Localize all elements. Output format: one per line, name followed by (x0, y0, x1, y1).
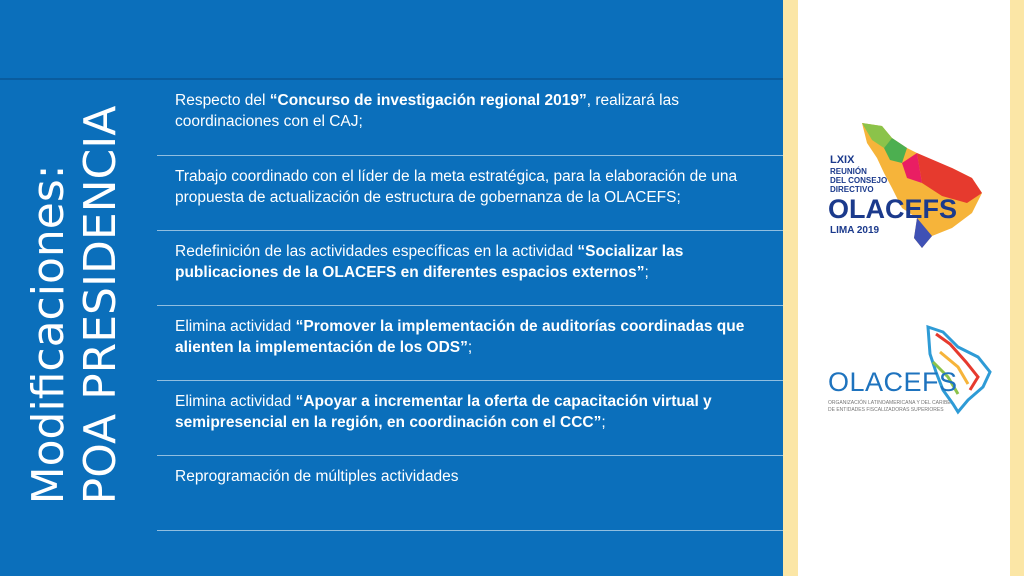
item-text: , realizará las coordinaciones con el CAJ; (175, 92, 679, 130)
item-text: Elimina actividad (175, 393, 296, 410)
item-text: ; (601, 414, 606, 431)
item-text: Reprogramación de múltiples actividades (175, 468, 459, 485)
list-item (157, 156, 783, 231)
title-line-1: Modificaciones: (23, 164, 74, 505)
item-text: ; (467, 339, 473, 356)
item-text: Elimina actividad (175, 318, 296, 335)
event-place: LIMA 2019 (830, 225, 880, 236)
event-org-name: OLACEFS (828, 194, 958, 224)
event-line-3: DEL CONSEJO (830, 176, 888, 185)
item-text: ; (644, 264, 649, 281)
event-logo (822, 118, 992, 253)
organization-logo (818, 322, 998, 437)
event-number: LXIX (830, 154, 855, 166)
org-subtitle-2: DE ENTIDADES FISCALIZADORAS SUPERIORES (828, 407, 944, 413)
logo-column (798, 0, 1010, 576)
list-item (157, 306, 783, 381)
org-name: OLACEFS (828, 367, 958, 397)
title-line-2: POA PRESIDENCIA (75, 105, 126, 505)
list-item (157, 80, 783, 156)
event-line-2: REUNIÓN (830, 167, 867, 176)
vertical-title (0, 0, 150, 576)
list-item (157, 456, 783, 531)
accent-strip (783, 0, 798, 576)
item-emphasis: “Socializar las publicaciones de la OLACEFS en diferentes espacios externos” (175, 243, 684, 281)
list-item (157, 231, 783, 306)
org-subtitle-1: ORGANIZACIÓN LATINOAMERICANA Y DEL CARIBE (828, 400, 951, 406)
item-text: Redefinición de las actividades específicas en la actividad (175, 243, 578, 260)
list-item (157, 381, 783, 456)
item-emphasis: “Concurso de investigación regional 2019” (269, 92, 587, 109)
item-text: Respecto del (175, 92, 270, 109)
item-emphasis: “Promover la implementación de auditorías coordinadas que alienten la implementación de los ODS” (175, 318, 745, 356)
item-list (157, 80, 783, 531)
event-line-4: DIRECTIVO (830, 185, 874, 194)
accent-edge (1010, 0, 1024, 576)
item-emphasis: “Apoyar a incrementar la oferta de capacitación virtual y semipresencial en la región, en coordinación con el CCC” (175, 393, 712, 431)
item-text: Trabajo coordinado con el líder de la meta estratégica, para la elaboración de una propuesta de actualización de estructura de gobernanza de la OLACEFS; (175, 168, 738, 206)
